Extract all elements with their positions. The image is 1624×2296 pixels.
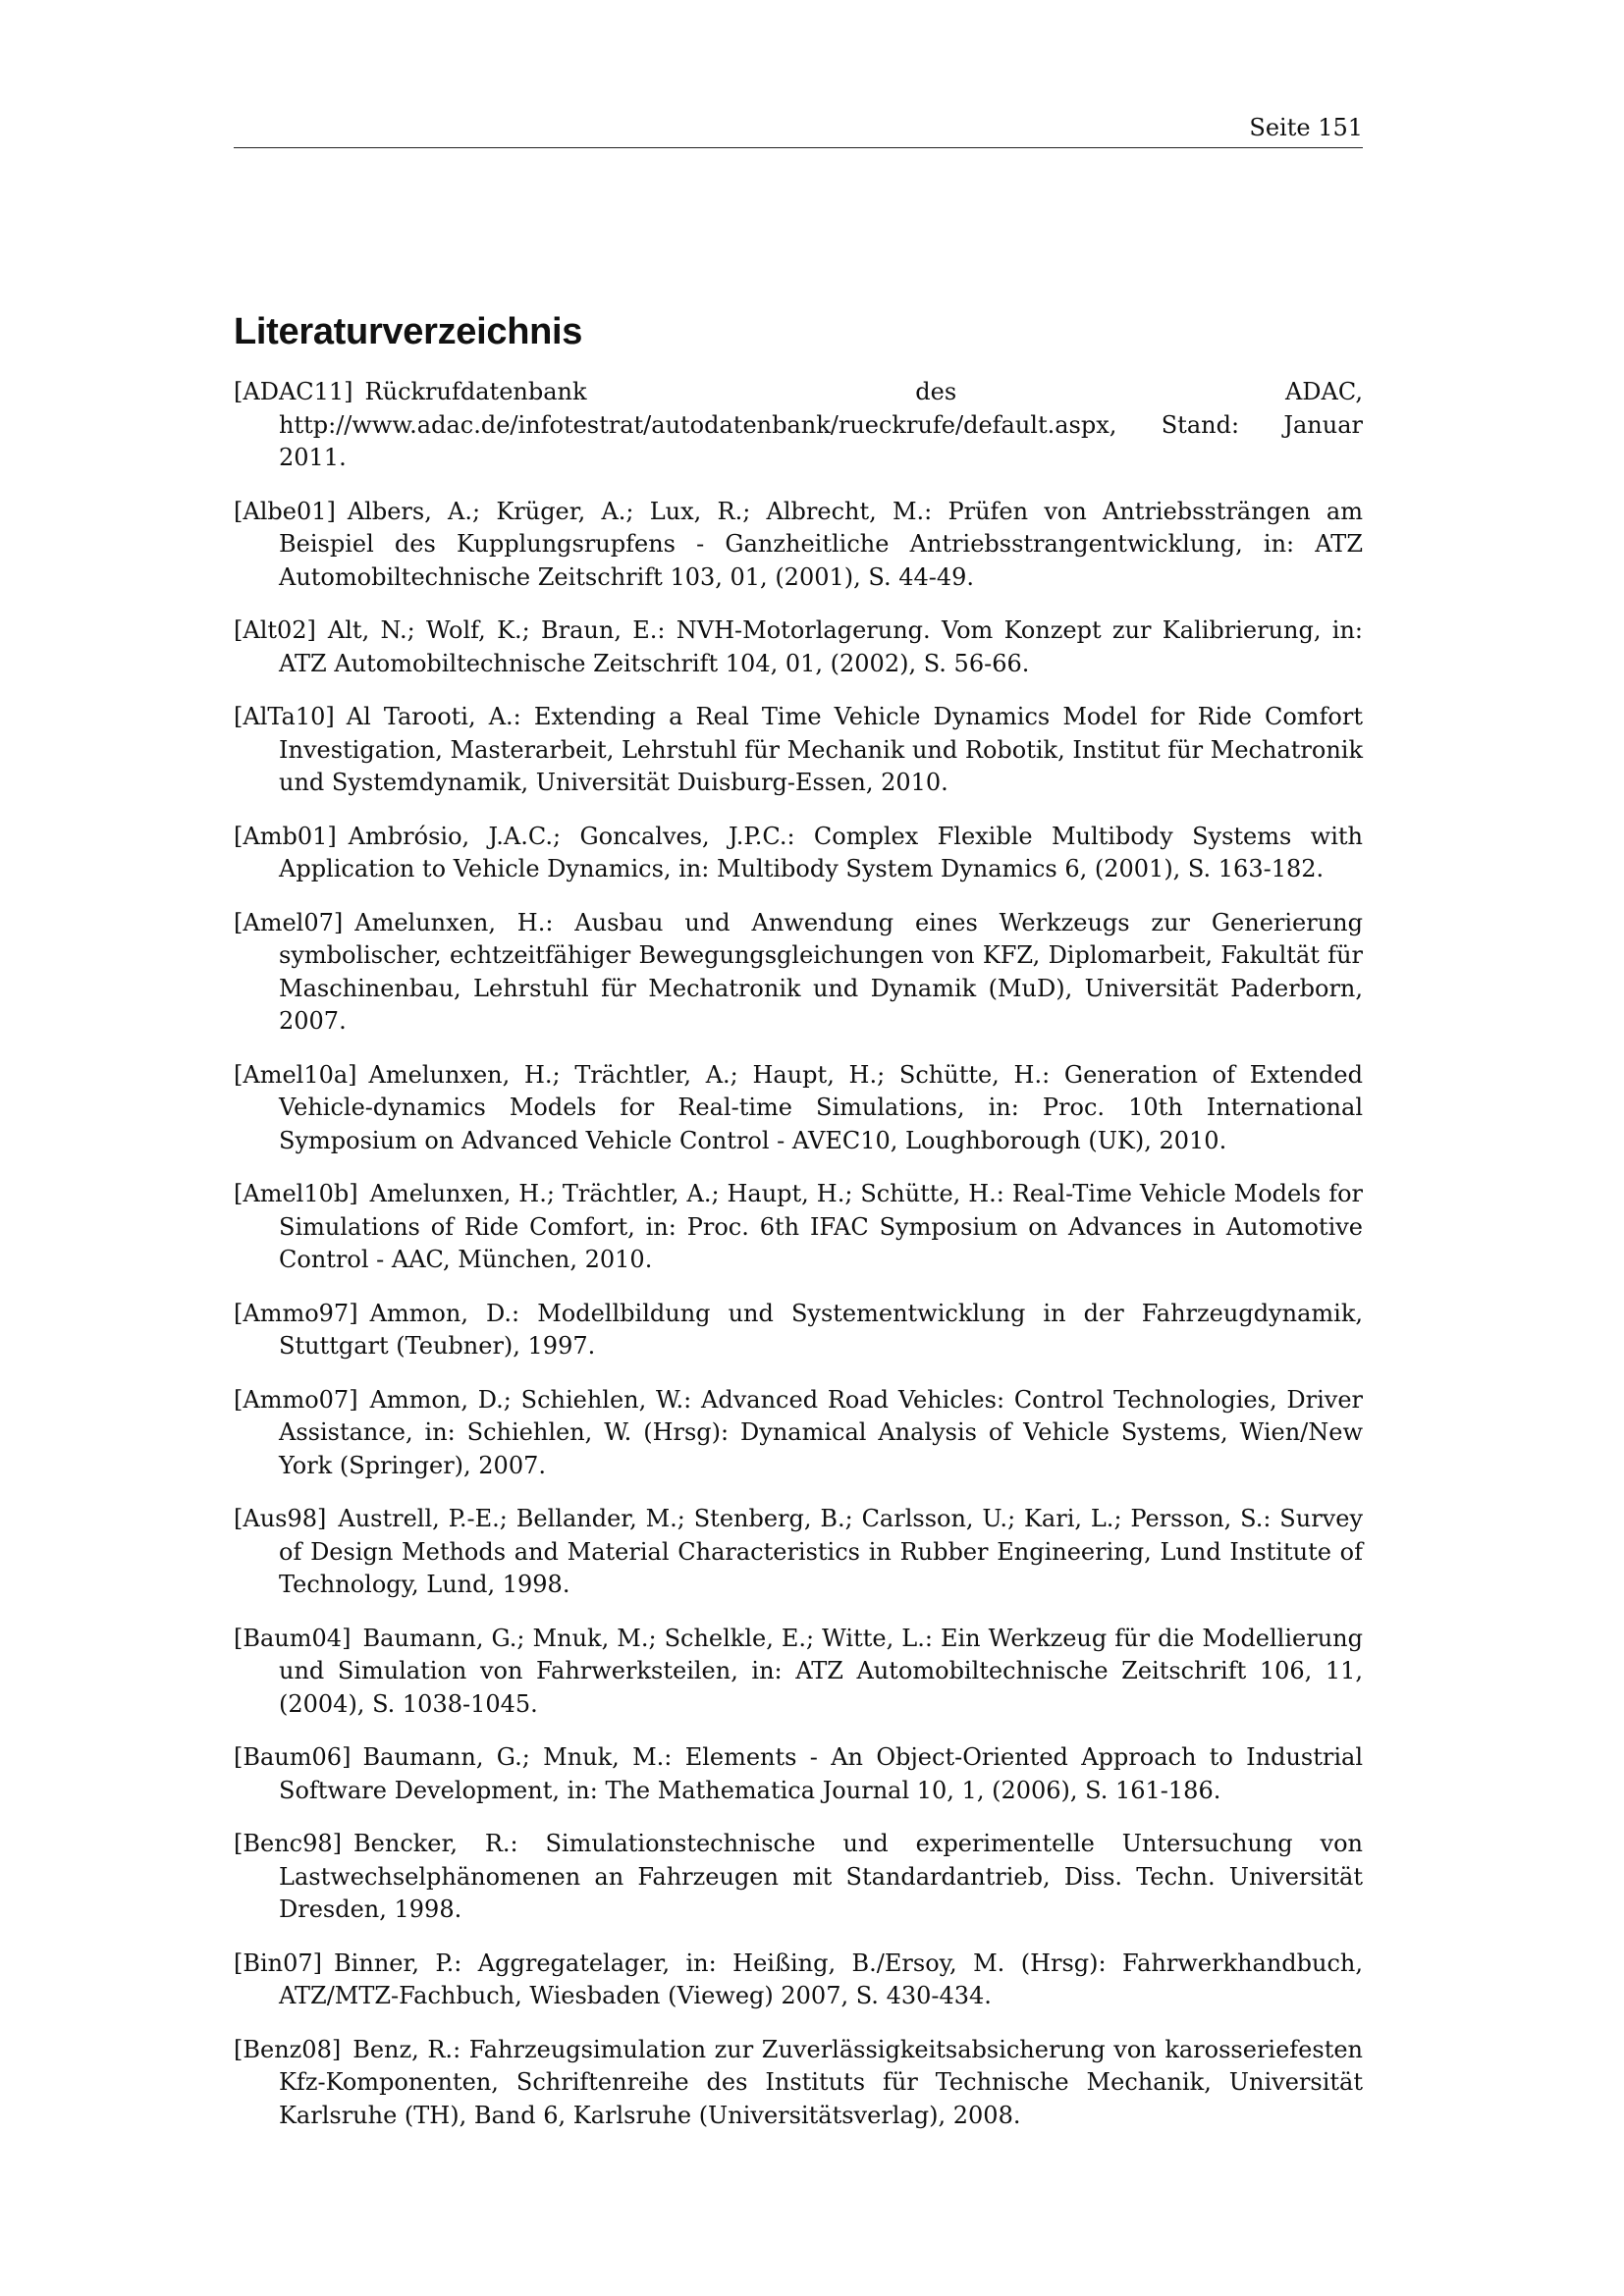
reference-text: Al Tarooti, A.: Extending a Real Time Vehicle Dynamics Model for Ride Comfort Investigation, Masterarbeit, Lehrstuhl für Mechanik und Robotik, Institut für Mechatronik und Systemdynamik, Universität Duisburg-Essen, 2010.: [279, 703, 1363, 796]
reference-item: [234, 2034, 1363, 2133]
reference-text: Ammon, D.: Modellbildung und Systementwicklung in der Fahrzeugdynamik, Stuttgart (Teubner), 1997.: [279, 1299, 1363, 1360]
reference-item: [234, 1741, 1363, 1807]
reference-item: [234, 1178, 1363, 1277]
reference-item: [234, 1059, 1363, 1158]
reference-key: [Ammo07]: [234, 1385, 358, 1414]
page-header: [234, 108, 1363, 148]
reference-key: [Amb01]: [234, 822, 337, 850]
reference-item: [234, 376, 1363, 475]
page-number: Seite 151: [1249, 114, 1363, 141]
reference-item: [234, 1298, 1363, 1363]
reference-key: [Amel10a]: [234, 1060, 357, 1089]
reference-text: Amelunxen, H.; Trächtler, A.; Haupt, H.; Schütte, H.: Generation of Extended Vehicle-dynamics Models for Real-time Simulations, in: Proc. 10th International Symposium on Advanced Vehicle Control - AVEC10, Loughborough (UK), 2010.: [279, 1060, 1363, 1154]
reference-key: [Albe01]: [234, 497, 336, 525]
reference-text: Benz, R.: Fahrzeugsimulation zur Zuverlässigkeitsabsicherung von karosseriefesten Kfz-Komponenten, Schriftenreihe des Instituts für Technische Mechanik, Universität Karlsruhe (TH), Band 6, Karlsruhe (Universitätsverlag), 2008.: [279, 2035, 1363, 2129]
reference-key: [Ammo97]: [234, 1299, 358, 1327]
reference-item: [234, 614, 1363, 680]
reference-text: Amelunxen, H.: Ausbau und Anwendung eines Werkzeugs zur Generierung symbolischer, echtzeitfähiger Bewegungsgleichungen von KFZ, Diplomarbeit, Fakultät für Maschinenbau, Lehrstuhl für Mechatronik und Dynamik (MuD), Universität Paderborn, 2007.: [279, 908, 1363, 1035]
reference-item: [234, 1828, 1363, 1927]
reference-item: [234, 496, 1363, 595]
reference-key: [Baum06]: [234, 1743, 352, 1771]
reference-key: [ADAC11]: [234, 378, 353, 405]
reference-item: [234, 1384, 1363, 1483]
reference-item: [234, 821, 1363, 886]
reference-text: Ambrósio, J.A.C.; Goncalves, J.P.C.: Complex Flexible Multibody Systems with Application to Vehicle Dynamics, in: Multibody System Dynamics 6, (2001), S. 163-182.: [279, 822, 1363, 882]
reference-key: [Benz08]: [234, 2035, 342, 2063]
reference-key: [Amel10b]: [234, 1180, 358, 1207]
reference-item: [234, 1948, 1363, 2013]
reference-text: Ammon, D.; Schiehlen, W.: Advanced Road Vehicles: Control Technologies, Driver Assistance, in: Schiehlen, W. (Hrsg): Dynamical Analysis of Vehicle Systems, Wien/New York (Springer), 2007.: [279, 1385, 1363, 1479]
reference-item: [234, 907, 1363, 1039]
reference-text: Baumann, G.; Mnuk, M.: Elements - An Object-Oriented Approach to Industrial Software Development, in: The Mathematica Journal 10, 1, (2006), S. 161-186.: [279, 1743, 1363, 1804]
reference-key: [Alt02]: [234, 616, 316, 644]
reference-key: [Bin07]: [234, 1949, 323, 1977]
reference-text: Alt, N.; Wolf, K.; Braun, E.: NVH-Motorlagerung. Vom Konzept zur Kalibrierung, in: ATZ Automobiltechnische Zeitschrift 104, 01, (2002), S. 56-66.: [279, 616, 1363, 677]
reference-key: [AlTa10]: [234, 703, 335, 730]
reference-text: Rückrufdatenbank des ADAC, http://www.adac.de/infotestrat/autodatenbank/rueckrufe/default.aspx, Stand: Januar 2011.: [279, 378, 1363, 471]
reference-text: Amelunxen, H.; Trächtler, A.; Haupt, H.; Schütte, H.: Real-Time Vehicle Models for Simulations of Ride Comfort, in: Proc. 6th IFAC Symposium on Advances in Automotive Control - AAC, München, 2010.: [279, 1180, 1363, 1273]
reference-text: Austrell, P.-E.; Bellander, M.; Stenberg, B.; Carlsson, U.; Kari, L.; Persson, S.: Survey of Design Methods and Material Characteristics in Rubber Engineering, Lund Institute of Technology, Lund, 1998.: [279, 1505, 1363, 1598]
reference-text: Albers, A.; Krüger, A.; Lux, R.; Albrecht, M.: Prüfen von Antriebssträngen am Beispiel des Kupplungsrupfens - Ganzheitliche Antriebsstrangentwicklung, in: ATZ Automobiltechnische Zeitschrift 103, 01, (2001), S. 44-49.: [279, 497, 1363, 591]
reference-key: [Amel07]: [234, 908, 344, 936]
reference-item: [234, 1623, 1363, 1722]
reference-item: [234, 701, 1363, 800]
reference-key: [Baum04]: [234, 1624, 352, 1652]
reference-key: [Aus98]: [234, 1505, 327, 1532]
reference-list: [234, 376, 1363, 2153]
reference-text: Binner, P.: Aggregatelager, in: Heißing, B./Ersoy, M. (Hrsg): Fahrwerkhandbuch, ATZ/MTZ-Fachbuch, Wiesbaden (Vieweg) 2007, S. 430-434.: [279, 1949, 1363, 2009]
reference-text: Bencker, R.: Simulationstechnische und experimentelle Untersuchung von Lastwechselphänomenen an Fahrzeugen mit Standardantrieb, Diss. Techn. Universität Dresden, 1998.: [279, 1830, 1363, 1923]
section-title: Literaturverzeichnis: [234, 311, 583, 352]
reference-item: [234, 1503, 1363, 1602]
reference-key: [Benc98]: [234, 1830, 343, 1857]
reference-text: Baumann, G.; Mnuk, M.; Schelkle, E.; Witte, L.: Ein Werkzeug für die Modellierung und Simulation von Fahrwerksteilen, in: ATZ Automobiltechnische Zeitschrift 106, 11, (2004), S. 1038-1045.: [279, 1624, 1363, 1718]
